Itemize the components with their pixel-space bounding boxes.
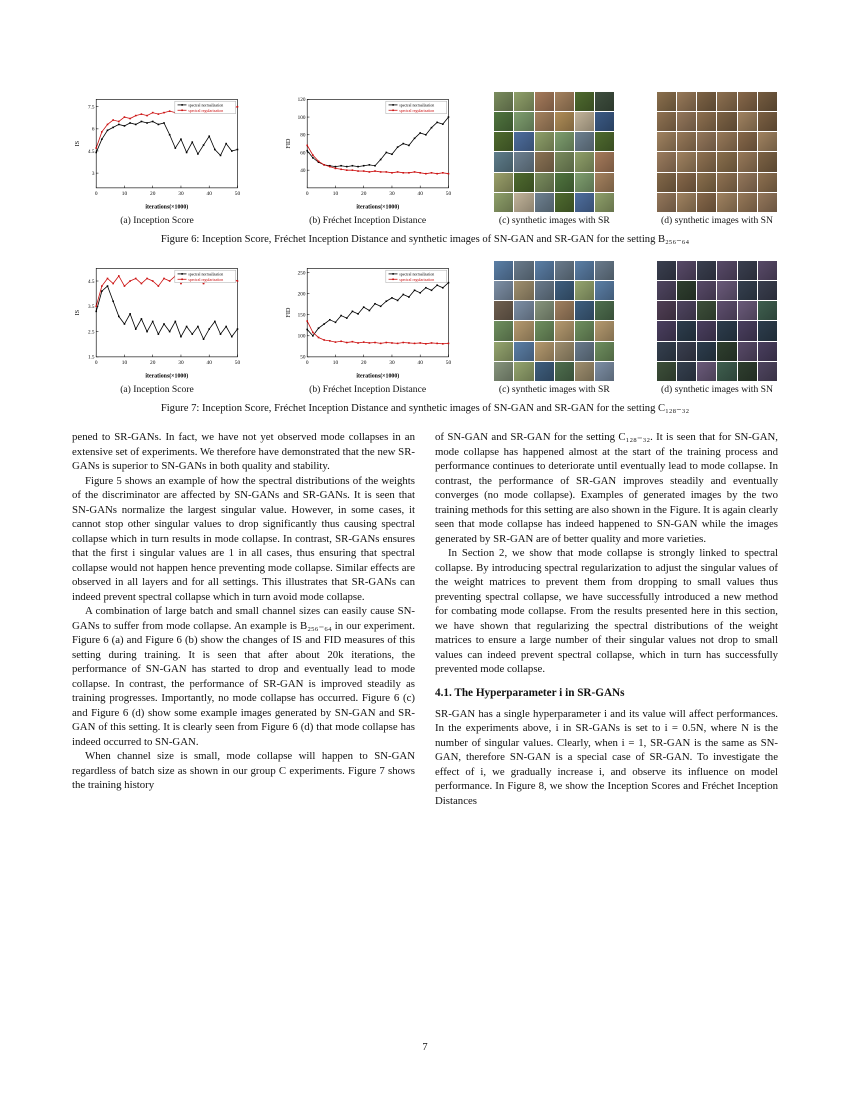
synthetic-image-thumb <box>575 261 594 280</box>
synthetic-image-thumb <box>697 152 716 171</box>
synthetic-image-thumb <box>758 92 777 111</box>
synthetic-image-thumb <box>575 342 594 361</box>
synthetic-images-grid-sr <box>494 261 614 381</box>
synthetic-image-thumb <box>657 112 676 131</box>
figure-7d-sn-images-panel <box>656 261 778 395</box>
section-heading: 4.1. The Hyperparameter i in SR-GANs <box>435 686 625 699</box>
synthetic-image-thumb <box>697 112 716 131</box>
synthetic-image-thumb <box>494 112 513 131</box>
synthetic-image-thumb <box>575 152 594 171</box>
svg-text:4.5: 4.5 <box>87 148 95 155</box>
svg-text:20: 20 <box>360 191 367 198</box>
synthetic-image-thumb <box>697 132 716 151</box>
synthetic-image-thumb <box>514 173 533 192</box>
body-paragraph: SR-GAN has a single hyperparameter i and its value will affect performances. In the experiments above, i in SR-GANs is set to i = 0.5N, where N is the number of singular values. Clearly, when i = 1, SR-GAN is the same as SN-GAN, therefore SN-GAN is a special case of SR-GAN. To investigate the effect of i, we gradually increase i, and observe its influence on model performance. In Figure 8, we show the Inception Scores and Fréchet Inception Distances <box>435 707 778 807</box>
figure-6-caption: Figure 6: Inception Score, Fréchet Inception Distance and synthetic images of SN-GAN and SR-GAN for the setting B₂₅₆₋₆₄ <box>160 234 690 245</box>
synthetic-image-thumb <box>738 193 757 212</box>
synthetic-image-thumb <box>595 112 614 131</box>
fid-line-chart <box>283 94 453 212</box>
synthetic-image-thumb <box>575 321 594 340</box>
svg-text:200: 200 <box>297 291 306 298</box>
synthetic-image-thumb <box>595 152 614 171</box>
synthetic-image-thumb <box>677 173 696 192</box>
svg-text:4.5: 4.5 <box>87 278 95 285</box>
synthetic-image-thumb <box>555 342 574 361</box>
synthetic-image-thumb <box>657 92 676 111</box>
synthetic-image-thumb <box>555 193 574 212</box>
synthetic-image-thumb <box>738 261 757 280</box>
figure-6b-fid-panel <box>283 94 453 226</box>
svg-text:7.5: 7.5 <box>87 104 95 111</box>
body-paragraph: In Section 2, we show that mode collapse is strongly linked to spectral collapse. By introducing spectral regularization to adjust the singular values of the weight matrices to prevent them from dropping to small values thus preventing spectral collapse, we have successfully introduced a new method for combating mode collapse. From the results presented here in this section, we have shown that regularizing the spectral distributions of the weight matrices to ensure a large number of their singular values not drop to small values can indeed prevent spectral collapse, which in turn has successfully prevented mode collapse. <box>435 547 778 676</box>
synthetic-image-thumb <box>535 301 554 320</box>
svg-text:10: 10 <box>121 191 128 198</box>
synthetic-image-thumb <box>514 321 533 340</box>
synthetic-image-thumb <box>677 152 696 171</box>
figure-6c-sr-images-panel <box>493 92 615 226</box>
synthetic-image-thumb <box>758 193 777 212</box>
synthetic-image-thumb <box>697 193 716 212</box>
svg-text:50: 50 <box>445 191 451 198</box>
svg-text:spectral normalization: spectral normalization <box>188 102 224 108</box>
left-column <box>72 430 415 808</box>
svg-text:40: 40 <box>206 360 212 367</box>
synthetic-image-thumb <box>717 321 736 340</box>
figure-7a-inception-score-panel <box>72 263 242 395</box>
synthetic-image-thumb <box>494 301 513 320</box>
synthetic-image-thumb <box>758 321 777 340</box>
synthetic-image-thumb <box>535 92 554 111</box>
svg-text:40: 40 <box>417 360 423 367</box>
synthetic-image-thumb <box>657 173 676 192</box>
synthetic-image-thumb <box>657 132 676 151</box>
synthetic-image-thumb <box>555 173 574 192</box>
synthetic-image-thumb <box>535 281 554 300</box>
svg-text:iterations(×1000): iterations(×1000) <box>145 373 189 380</box>
synthetic-image-thumb <box>657 301 676 320</box>
svg-text:FID: FID <box>284 138 292 149</box>
svg-text:0: 0 <box>305 360 309 367</box>
svg-text:2.5: 2.5 <box>87 329 95 336</box>
svg-text:40: 40 <box>417 191 423 198</box>
synthetic-image-thumb <box>555 362 574 381</box>
synthetic-image-thumb <box>575 362 594 381</box>
synthetic-image-thumb <box>494 193 513 212</box>
synthetic-image-thumb <box>717 362 736 381</box>
svg-text:3.5: 3.5 <box>87 304 95 311</box>
synthetic-image-thumb <box>717 281 736 300</box>
svg-text:spectral regularization: spectral regularization <box>188 107 224 113</box>
svg-text:1.5: 1.5 <box>87 354 95 361</box>
synthetic-image-thumb <box>657 281 676 300</box>
synthetic-image-thumb <box>738 152 757 171</box>
synthetic-image-thumb <box>758 261 777 280</box>
subcaption: (d) synthetic images with SN <box>661 384 773 395</box>
synthetic-image-thumb <box>555 321 574 340</box>
figure-7-panels <box>72 261 778 395</box>
svg-text:3: 3 <box>91 170 95 177</box>
synthetic-image-thumb <box>494 321 513 340</box>
figure-7b-fid-panel <box>283 263 453 395</box>
synthetic-image-thumb <box>535 112 554 131</box>
svg-text:30: 30 <box>178 360 184 367</box>
svg-text:40: 40 <box>299 167 306 174</box>
fid-line-chart <box>283 263 453 381</box>
synthetic-image-thumb <box>514 112 533 131</box>
synthetic-image-thumb <box>717 261 736 280</box>
subcaption: (a) Inception Score <box>120 384 194 395</box>
svg-text:0: 0 <box>305 191 309 198</box>
synthetic-image-thumb <box>677 112 696 131</box>
body-paragraph: When channel size is small, mode collapse will happen to SN-GAN regardless of batch size as shown in our group C experiments. Figure 7 shows the training history <box>72 750 415 792</box>
synthetic-image-thumb <box>717 342 736 361</box>
synthetic-image-thumb <box>535 173 554 192</box>
synthetic-image-thumb <box>595 193 614 212</box>
svg-text:spectral regularization: spectral regularization <box>188 276 224 282</box>
synthetic-image-thumb <box>677 193 696 212</box>
svg-text:20: 20 <box>150 191 156 198</box>
synthetic-images-grid-sn <box>657 261 777 381</box>
synthetic-image-thumb <box>595 281 614 300</box>
synthetic-image-thumb <box>494 261 513 280</box>
synthetic-image-thumb <box>555 132 574 151</box>
svg-text:10: 10 <box>332 191 338 198</box>
subcaption: (a) Inception Score <box>120 215 194 226</box>
synthetic-image-thumb <box>717 301 736 320</box>
synthetic-image-thumb <box>738 301 757 320</box>
svg-text:iterations(×1000): iterations(×1000) <box>356 373 399 380</box>
synthetic-image-thumb <box>555 112 574 131</box>
synthetic-image-thumb <box>677 321 696 340</box>
synthetic-image-thumb <box>717 132 736 151</box>
synthetic-image-thumb <box>535 362 554 381</box>
svg-text:10: 10 <box>332 360 338 367</box>
body-paragraph: of SN-GAN and SR-GAN for the setting C₁₂₈₋₃₂. It is seen that for SN-GAN, mode collapse has happened almost at the start of the training process and performance continues to deteriorate until eventually lead to mode collapse. In contrast, the performance of SR-GAN improves steadily and eventually converges (no mode collapse). Examples of generated images by the two training methods for this setting are also shown in the Figure. It is again clearly seen that mode collapse has indeed happened to SN-GAN while the images generated by SR-GAN are of better quality and more varieties. <box>435 431 778 545</box>
svg-text:10: 10 <box>121 360 128 367</box>
synthetic-image-thumb <box>717 92 736 111</box>
synthetic-image-thumb <box>657 321 676 340</box>
svg-text:50: 50 <box>234 191 241 198</box>
subcaption: (d) synthetic images with SN <box>661 215 773 226</box>
figure-7-caption: Figure 7: Inception Score, Fréchet Inception Distance and synthetic images of SN-GAN and SR-GAN for the setting C₁₂₈₋₃₂ <box>160 403 690 414</box>
synthetic-image-thumb <box>535 342 554 361</box>
synthetic-image-thumb <box>697 362 716 381</box>
synthetic-image-thumb <box>595 362 614 381</box>
synthetic-image-thumb <box>657 342 676 361</box>
synthetic-image-thumb <box>758 281 777 300</box>
svg-text:30: 30 <box>388 360 395 367</box>
svg-text:120: 120 <box>297 97 306 104</box>
synthetic-image-thumb <box>738 342 757 361</box>
synthetic-image-thumb <box>595 132 614 151</box>
synthetic-image-thumb <box>758 362 777 381</box>
synthetic-image-thumb <box>514 92 533 111</box>
synthetic-image-thumb <box>738 281 757 300</box>
body-paragraph: Figure 5 shows an example of how the spectral distributions of the weights of the discriminator are affected by SN-GANs and SR-GANs. It is seen that SN-GANs normalize the largest singular value. However, in some cases, it cannot stop other singular values to drop significantly thus causing spectral collapse which in turn results in mode collapse. In contrast, SR-GANs ensures that the first i singular values are 1 in all cases, thus ensuring that spectral collapse would not happen hence preventing mode collapse. Similar effects are observed in all layers and for all settings. This illustrates that SR-GANs can indeed prevent spectral collapse which in turn avoid mode collapse. <box>72 474 415 603</box>
synthetic-image-thumb <box>697 92 716 111</box>
svg-text:100: 100 <box>297 333 306 340</box>
svg-text:0: 0 <box>94 191 98 198</box>
synthetic-image-thumb <box>514 132 533 151</box>
synthetic-images-grid-sn <box>657 92 777 212</box>
synthetic-image-thumb <box>717 173 736 192</box>
synthetic-image-thumb <box>717 193 736 212</box>
subcaption: (b) Fréchet Inception Distance <box>309 384 427 395</box>
svg-text:IS: IS <box>74 140 82 147</box>
synthetic-image-thumb <box>697 301 716 320</box>
synthetic-image-thumb <box>595 301 614 320</box>
synthetic-image-thumb <box>514 342 533 361</box>
svg-text:80: 80 <box>299 132 306 139</box>
right-column <box>435 430 778 808</box>
svg-text:20: 20 <box>360 360 367 367</box>
synthetic-image-thumb <box>494 132 513 151</box>
svg-text:spectral normalization: spectral normalization <box>188 271 224 277</box>
synthetic-image-thumb <box>677 132 696 151</box>
synthetic-image-thumb <box>677 342 696 361</box>
synthetic-image-thumb <box>575 92 594 111</box>
body-columns <box>72 430 778 808</box>
synthetic-image-thumb <box>514 261 533 280</box>
svg-text:40: 40 <box>206 191 212 198</box>
synthetic-image-thumb <box>758 132 777 151</box>
svg-text:6: 6 <box>91 126 95 133</box>
synthetic-image-thumb <box>555 261 574 280</box>
synthetic-image-thumb <box>575 112 594 131</box>
svg-text:iterations(×1000): iterations(×1000) <box>356 204 399 211</box>
synthetic-image-thumb <box>575 173 594 192</box>
synthetic-image-thumb <box>758 173 777 192</box>
svg-text:spectral normalization: spectral normalization <box>398 102 434 108</box>
synthetic-image-thumb <box>555 152 574 171</box>
synthetic-image-thumb <box>758 342 777 361</box>
synthetic-image-thumb <box>595 173 614 192</box>
synthetic-image-thumb <box>575 193 594 212</box>
subcaption: (b) Fréchet Inception Distance <box>309 215 427 226</box>
figure-6-panels <box>72 92 778 226</box>
synthetic-image-thumb <box>677 281 696 300</box>
synthetic-image-thumb <box>514 152 533 171</box>
body-paragraph: pened to SR-GANs. In fact, we have not yet observed mode collapses in an extensive set of experiments. We therefore have demonstrated that the new SR-GANs is superior to SN-GANs in both quality and stability. <box>72 431 415 473</box>
synthetic-image-thumb <box>697 281 716 300</box>
synthetic-image-thumb <box>555 301 574 320</box>
synthetic-image-thumb <box>555 281 574 300</box>
synthetic-image-thumb <box>697 261 716 280</box>
synthetic-image-thumb <box>595 342 614 361</box>
synthetic-image-thumb <box>738 132 757 151</box>
svg-text:IS: IS <box>74 309 82 316</box>
synthetic-image-thumb <box>657 152 676 171</box>
synthetic-image-thumb <box>514 193 533 212</box>
synthetic-image-thumb <box>657 261 676 280</box>
synthetic-image-thumb <box>494 362 513 381</box>
synthetic-image-thumb <box>657 362 676 381</box>
synthetic-image-thumb <box>677 92 696 111</box>
svg-text:spectral regularization: spectral regularization <box>398 276 434 282</box>
synthetic-image-thumb <box>494 281 513 300</box>
svg-text:0: 0 <box>94 360 98 367</box>
synthetic-image-thumb <box>535 261 554 280</box>
synthetic-image-thumb <box>677 301 696 320</box>
synthetic-image-thumb <box>697 173 716 192</box>
synthetic-image-thumb <box>535 193 554 212</box>
synthetic-image-thumb <box>677 261 696 280</box>
inception-score-line-chart <box>72 263 242 381</box>
svg-text:50: 50 <box>445 360 451 367</box>
subcaption: (c) synthetic images with SR <box>498 215 610 226</box>
svg-text:20: 20 <box>150 360 156 367</box>
synthetic-image-thumb <box>555 92 574 111</box>
synthetic-image-thumb <box>717 152 736 171</box>
synthetic-image-thumb <box>595 261 614 280</box>
synthetic-image-thumb <box>738 321 757 340</box>
synthetic-image-thumb <box>657 193 676 212</box>
figure-6a-inception-score-panel <box>72 94 242 226</box>
svg-text:FID: FID <box>284 307 292 318</box>
subcaption: (c) synthetic images with SR <box>498 384 610 395</box>
synthetic-image-thumb <box>595 92 614 111</box>
svg-text:spectral normalization: spectral normalization <box>398 271 434 277</box>
synthetic-image-thumb <box>758 112 777 131</box>
synthetic-image-thumb <box>514 281 533 300</box>
synthetic-image-thumb <box>535 152 554 171</box>
synthetic-image-thumb <box>494 152 513 171</box>
synthetic-image-thumb <box>575 132 594 151</box>
synthetic-image-thumb <box>738 92 757 111</box>
svg-text:100: 100 <box>297 114 306 121</box>
synthetic-image-thumb <box>535 321 554 340</box>
figure-6d-sn-images-panel <box>656 92 778 226</box>
synthetic-images-grid-sr <box>494 92 614 212</box>
svg-text:250: 250 <box>297 270 306 277</box>
svg-text:30: 30 <box>388 191 395 198</box>
svg-text:50: 50 <box>234 360 241 367</box>
synthetic-image-thumb <box>595 321 614 340</box>
synthetic-image-thumb <box>514 301 533 320</box>
synthetic-image-thumb <box>758 152 777 171</box>
figure-7c-sr-images-panel <box>493 261 615 395</box>
svg-text:150: 150 <box>297 312 306 319</box>
svg-text:iterations(×1000): iterations(×1000) <box>145 204 189 211</box>
inception-score-line-chart <box>72 94 242 212</box>
synthetic-image-thumb <box>494 342 513 361</box>
synthetic-image-thumb <box>758 301 777 320</box>
synthetic-image-thumb <box>575 301 594 320</box>
synthetic-image-thumb <box>738 112 757 131</box>
synthetic-image-thumb <box>494 92 513 111</box>
svg-text:spectral regularization: spectral regularization <box>398 107 434 113</box>
synthetic-image-thumb <box>535 132 554 151</box>
synthetic-image-thumb <box>738 362 757 381</box>
figure-6 <box>72 92 778 245</box>
synthetic-image-thumb <box>514 362 533 381</box>
synthetic-image-thumb <box>738 173 757 192</box>
synthetic-image-thumb <box>494 173 513 192</box>
svg-text:30: 30 <box>178 191 184 198</box>
body-paragraph: A combination of large batch and small channel sizes can easily cause SN-GANs to suffer from mode collapse. An example is B₂₅₆₋₆₄ in our experiment. Figure 6 (a) and Figure 6 (b) show the changes of IS and FID measures of this setting during training. It is seen that after about 20k iterations, the performance of SN-GAN has started to drop and eventually lead to mode collapse. In contrast, the performance of SR-GAN is improved steadily as training progresses. Importantly, no mode collapse has occurred. Figure 6 (c) and Figure 6 (d) show some example images generated by SN-GAN and SR-GAN of this setting. It is clearly seen from Figure 6 (d) that mode collapse has indeed occurred to SN-GAN. <box>72 605 415 748</box>
figure-7 <box>72 261 778 414</box>
svg-text:50: 50 <box>299 354 306 361</box>
synthetic-image-thumb <box>575 281 594 300</box>
synthetic-image-thumb <box>677 362 696 381</box>
page-number: 7 <box>422 1042 428 1053</box>
synthetic-image-thumb <box>697 321 716 340</box>
synthetic-image-thumb <box>697 342 716 361</box>
synthetic-image-thumb <box>717 112 736 131</box>
svg-text:60: 60 <box>299 150 306 157</box>
